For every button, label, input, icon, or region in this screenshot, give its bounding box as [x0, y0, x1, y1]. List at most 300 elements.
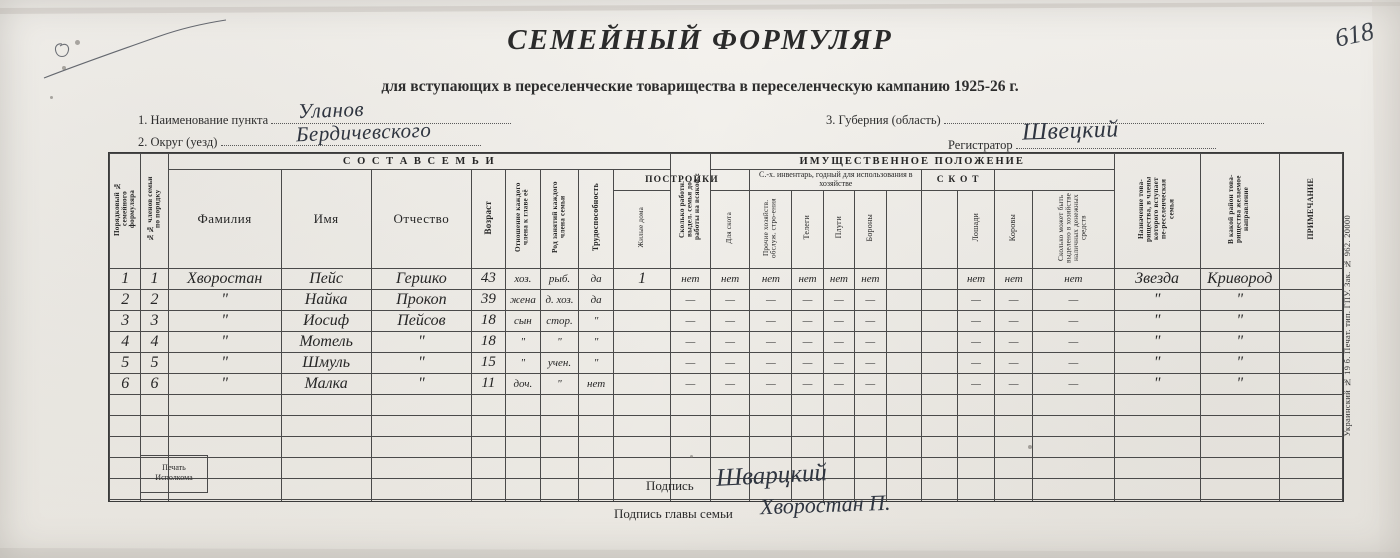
cell-name: Шмуль — [281, 352, 371, 373]
col-head-note: ПРИМЕЧАНИЕ — [1280, 154, 1343, 269]
col-head-money: Сколько может быть выделено в хозяйстве наличных денежных средств — [1033, 190, 1115, 268]
cell-cart: — — [792, 331, 823, 352]
col-head-plough: Плуги — [823, 190, 854, 268]
cell-empty — [505, 415, 541, 436]
cell-workers — [614, 289, 671, 310]
cell-empty — [957, 499, 995, 502]
cell-horses: — — [957, 310, 995, 331]
cell-empty — [541, 436, 579, 457]
col-head-other-building: Прочие хозяйств. обслуж. стро-ения — [750, 190, 792, 268]
cell-money: нет — [1033, 268, 1115, 289]
field-registrar-label: Регистратор — [948, 138, 1013, 152]
cell-society: " — [1114, 310, 1200, 331]
cell-age: 43 — [472, 268, 505, 289]
cell-note — [1280, 310, 1343, 331]
cell-empty — [995, 394, 1033, 415]
cell-empty — [823, 415, 854, 436]
cell-cows: — — [995, 373, 1033, 394]
cell-member-no: 5 — [141, 352, 168, 373]
cell-empty — [1280, 415, 1343, 436]
cell-name: Найка — [281, 289, 371, 310]
cell-inventory-extra-1 — [886, 352, 922, 373]
col-head-inventory-extra-1 — [886, 190, 922, 268]
cell-empty — [472, 499, 505, 502]
cell-name: Иосиф — [281, 310, 371, 331]
cell-empty — [505, 394, 541, 415]
subgroup-head-buildings: ПОСТРОЙКИ — [614, 170, 750, 191]
cell-age: 11 — [472, 373, 505, 394]
cell-form-no: 3 — [110, 310, 141, 331]
cell-empty — [168, 394, 281, 415]
head-signature-label: Подпись главы семьи — [614, 506, 733, 521]
cell-empty — [1280, 436, 1343, 457]
cell-ability: да — [578, 268, 614, 289]
cell-empty — [670, 457, 710, 478]
cell-horses: — — [957, 352, 995, 373]
cell-cows: — — [995, 310, 1033, 331]
cell-money: — — [1033, 310, 1115, 331]
cell-empty — [110, 478, 141, 499]
cell-empty — [1114, 499, 1200, 502]
cell-surname: " — [168, 331, 281, 352]
col-head-horses: Лошади — [957, 190, 995, 268]
cell-house: — — [670, 331, 710, 352]
cell-empty — [1033, 457, 1115, 478]
signature-label: Подпись — [646, 478, 694, 493]
page-subtitle: для вступающих в переселенческие товарищества в переселенческую кампанию 1925-26 г. — [381, 78, 1019, 95]
ink-speck — [1028, 445, 1032, 449]
cell-society: " — [1114, 331, 1200, 352]
cell-house: — — [670, 352, 710, 373]
cell-empty — [922, 478, 958, 499]
cell-empty — [578, 436, 614, 457]
table-row — [110, 373, 1343, 394]
cell-empty — [922, 436, 958, 457]
cell-plough: — — [823, 373, 854, 394]
cell-surname: " — [168, 310, 281, 331]
cell-cows: нет — [995, 268, 1033, 289]
cell-empty — [541, 415, 579, 436]
cell-society: " — [1114, 352, 1200, 373]
cell-name: Пейс — [281, 268, 371, 289]
cell-patronymic: " — [371, 352, 471, 373]
cell-relation: хоз. — [505, 268, 541, 289]
cell-empty — [750, 436, 792, 457]
cell-note — [1280, 331, 1343, 352]
cell-patronymic: " — [371, 331, 471, 352]
cell-other-building: — — [750, 373, 792, 394]
cell-empty — [922, 499, 958, 502]
cell-district: " — [1200, 289, 1280, 310]
cell-empty — [1200, 457, 1280, 478]
cell-empty — [110, 415, 141, 436]
table-row — [110, 310, 1343, 331]
cell-house: — — [670, 289, 710, 310]
cell-empty — [371, 499, 471, 502]
cell-other-building: — — [750, 352, 792, 373]
cell-occupation: " — [541, 373, 579, 394]
cell-note — [1280, 268, 1343, 289]
col-head-house: Жилые дома — [614, 190, 671, 268]
cell-age: 15 — [472, 352, 505, 373]
cell-empty — [1200, 415, 1280, 436]
cell-empty — [792, 415, 823, 436]
cell-empty — [922, 394, 958, 415]
col-head-ability: Трудоспособность — [578, 170, 614, 269]
cell-inventory-extra-2 — [922, 373, 958, 394]
ink-speck — [50, 96, 53, 99]
col-head-cows: Коровы — [995, 190, 1033, 268]
col-head-patronymic: Отчество — [371, 170, 471, 269]
table-row — [110, 331, 1343, 352]
page-number: 618 — [1332, 16, 1377, 53]
cell-empty — [855, 457, 886, 478]
cell-empty — [957, 478, 995, 499]
cell-form-no: 1 — [110, 268, 141, 289]
cell-empty — [168, 499, 281, 502]
cell-harrow: — — [855, 373, 886, 394]
cell-empty — [1033, 478, 1115, 499]
cell-empty — [141, 499, 168, 502]
cell-workers: 1 — [614, 268, 671, 289]
cell-patronymic: Пейсов — [371, 310, 471, 331]
cell-empty — [957, 415, 995, 436]
cell-empty — [1033, 499, 1115, 502]
cell-house: — — [670, 373, 710, 394]
signature-value: Шварцкий — [715, 459, 828, 492]
cell-empty — [1033, 415, 1115, 436]
cell-cart: — — [792, 310, 823, 331]
cell-empty — [541, 457, 579, 478]
field-point-label: 1. Наименование пункта — [138, 113, 269, 127]
cell-occupation: д. хоз. — [541, 289, 579, 310]
cell-cows: — — [995, 289, 1033, 310]
cell-empty — [792, 436, 823, 457]
cell-empty — [792, 394, 823, 415]
cell-member-no: 2 — [141, 289, 168, 310]
cell-inventory-extra-2 — [922, 310, 958, 331]
cell-empty — [1033, 436, 1115, 457]
col-head-inventory-extra-2 — [922, 190, 958, 268]
cell-relation: сын — [505, 310, 541, 331]
cell-relation: жена — [505, 289, 541, 310]
cell-patronymic: Прокоп — [371, 289, 471, 310]
cell-cattle-building: — — [710, 289, 750, 310]
cell-district: " — [1200, 373, 1280, 394]
cell-empty — [995, 478, 1033, 499]
cell-empty — [855, 394, 886, 415]
cell-empty — [110, 499, 141, 502]
cell-empty — [670, 499, 710, 502]
cell-empty — [141, 436, 168, 457]
cell-plough: — — [823, 289, 854, 310]
col-head-occupation: Род занятий каждого члена семьи — [541, 170, 579, 269]
cell-cart: — — [792, 352, 823, 373]
cell-empty — [578, 394, 614, 415]
cell-empty — [922, 415, 958, 436]
cell-empty — [995, 415, 1033, 436]
cell-empty — [472, 394, 505, 415]
cell-empty — [578, 415, 614, 436]
cell-empty — [1200, 478, 1280, 499]
cell-cart: — — [792, 289, 823, 310]
field-okrug-value: Бердичевского — [295, 117, 432, 147]
cell-harrow: — — [855, 310, 886, 331]
cell-money: — — [1033, 331, 1115, 352]
cell-empty — [886, 457, 922, 478]
cell-note — [1280, 289, 1343, 310]
cell-empty — [110, 394, 141, 415]
cell-inventory-extra-2 — [922, 331, 958, 352]
cell-district: " — [1200, 352, 1280, 373]
group-header-row — [110, 154, 1343, 170]
cell-empty — [614, 415, 671, 436]
cell-empty — [957, 457, 995, 478]
cell-money: — — [1033, 289, 1115, 310]
stamp-line-1: Печать — [162, 463, 186, 472]
cell-empty — [922, 457, 958, 478]
ink-speck — [690, 455, 693, 458]
cell-empty — [886, 436, 922, 457]
cell-empty — [614, 457, 671, 478]
cell-other-building: нет — [750, 268, 792, 289]
cell-empty — [578, 499, 614, 502]
cell-occupation: рыб. — [541, 268, 579, 289]
ink-speck — [62, 66, 66, 70]
cell-empty — [541, 478, 579, 499]
cell-empty — [855, 436, 886, 457]
cell-empty — [371, 436, 471, 457]
cell-empty — [1114, 457, 1200, 478]
cell-empty — [371, 394, 471, 415]
cell-horses: — — [957, 373, 995, 394]
page-title: СЕМЕЙНЫЙ ФОРМУЛЯР — [507, 24, 893, 56]
cell-empty — [710, 394, 750, 415]
cell-empty — [505, 457, 541, 478]
cell-age: 18 — [472, 331, 505, 352]
cell-empty — [472, 457, 505, 478]
cell-inventory-extra-1 — [886, 268, 922, 289]
cell-empty — [505, 436, 541, 457]
col-head-cattle-building: Для скота — [710, 190, 750, 268]
ink-speck — [75, 40, 80, 45]
subgroup-head-inventory: С.-х. инвентарь, годный для использования в хозяйстве — [750, 170, 922, 191]
cell-other-building: — — [750, 289, 792, 310]
cell-workers — [614, 331, 671, 352]
cell-cattle-building: — — [710, 331, 750, 352]
cell-horses: нет — [957, 268, 995, 289]
cell-inventory-extra-1 — [886, 310, 922, 331]
cell-empty — [1280, 457, 1343, 478]
cell-inventory-extra-1 — [886, 289, 922, 310]
cell-empty — [472, 415, 505, 436]
cell-cattle-building: — — [710, 352, 750, 373]
cell-empty — [1114, 478, 1200, 499]
cell-empty — [670, 415, 710, 436]
cell-house: — — [670, 310, 710, 331]
cell-society: " — [1114, 373, 1200, 394]
cell-member-no: 3 — [141, 310, 168, 331]
cell-empty — [823, 394, 854, 415]
cell-district: " — [1200, 331, 1280, 352]
cell-cows: — — [995, 352, 1033, 373]
cell-relation: доч. — [505, 373, 541, 394]
field-gubernia-label: 3. Губерния (область) — [826, 113, 941, 127]
cell-occupation: " — [541, 331, 579, 352]
stamp-box — [140, 455, 208, 493]
cell-workers — [614, 310, 671, 331]
cell-harrow: нет — [855, 268, 886, 289]
cell-relation: " — [505, 352, 541, 373]
col-head-workers: Сколько работн. выдел. семья до работы на всякой — [670, 154, 710, 269]
cell-empty — [614, 436, 671, 457]
cell-empty — [886, 499, 922, 502]
table-row-empty — [110, 415, 1343, 436]
cell-occupation: учен. — [541, 352, 579, 373]
cell-form-no: 6 — [110, 373, 141, 394]
cell-empty — [1200, 394, 1280, 415]
cell-inventory-extra-2 — [922, 268, 958, 289]
cell-empty — [823, 457, 854, 478]
table-row-empty — [110, 499, 1343, 502]
cell-empty — [1114, 394, 1200, 415]
cell-empty — [281, 436, 371, 457]
cell-empty — [541, 499, 579, 502]
cell-empty — [823, 436, 854, 457]
cell-ability: " — [578, 310, 614, 331]
cell-member-no: 1 — [141, 268, 168, 289]
field-registrar-value: Швецкий — [1021, 116, 1120, 146]
cell-cattle-building: нет — [710, 268, 750, 289]
cell-money: — — [1033, 352, 1115, 373]
col-head-member-no: №№ членов семьи по порядку — [141, 154, 168, 269]
form-grid — [109, 153, 1343, 502]
cell-ability: да — [578, 289, 614, 310]
cell-harrow: — — [855, 289, 886, 310]
cell-surname: " — [168, 352, 281, 373]
col-head-surname: Фамилия — [168, 170, 281, 269]
cell-horses: — — [957, 331, 995, 352]
cell-empty — [141, 394, 168, 415]
cell-workers — [614, 373, 671, 394]
cell-empty — [750, 415, 792, 436]
cell-empty — [505, 499, 541, 502]
cell-empty — [168, 415, 281, 436]
cell-empty — [1033, 394, 1115, 415]
cell-empty — [505, 478, 541, 499]
cell-empty — [614, 499, 671, 502]
table-row-empty — [110, 394, 1343, 415]
cell-ability: " — [578, 352, 614, 373]
cell-empty — [1200, 436, 1280, 457]
cell-empty — [141, 415, 168, 436]
cell-cart: — — [792, 373, 823, 394]
cell-empty — [670, 394, 710, 415]
cell-horses: — — [957, 289, 995, 310]
cell-surname: " — [168, 373, 281, 394]
col-head-form-no: Порядковый № семейного формуляра — [110, 154, 141, 269]
cell-empty — [670, 436, 710, 457]
cell-empty — [578, 457, 614, 478]
cell-form-no: 4 — [110, 331, 141, 352]
col-head-district: В какой район това-рищества желаемое направление — [1200, 154, 1280, 269]
cell-ability: " — [578, 331, 614, 352]
field-point-value: Уланов — [297, 96, 365, 124]
cell-plough: — — [823, 352, 854, 373]
cell-empty — [1114, 436, 1200, 457]
cell-empty — [281, 457, 371, 478]
cell-inventory-extra-2 — [922, 289, 958, 310]
cell-empty — [110, 436, 141, 457]
cell-money: — — [1033, 373, 1115, 394]
table-row — [110, 352, 1343, 373]
cell-cart: нет — [792, 268, 823, 289]
cell-form-no: 2 — [110, 289, 141, 310]
field-okrug-label: 2. Округ (уезд) — [138, 135, 218, 149]
cell-empty — [472, 436, 505, 457]
cell-patronymic: Гершко — [371, 268, 471, 289]
cell-empty — [957, 394, 995, 415]
cell-member-no: 6 — [141, 373, 168, 394]
cell-empty — [957, 436, 995, 457]
cell-age: 39 — [472, 289, 505, 310]
cell-empty — [886, 394, 922, 415]
cell-other-building: — — [750, 331, 792, 352]
cell-name: Мотель — [281, 331, 371, 352]
head-signature-value: Хворостан П. — [759, 489, 891, 520]
cell-inventory-extra-1 — [886, 373, 922, 394]
cell-empty — [750, 394, 792, 415]
cell-empty — [1280, 394, 1343, 415]
cell-district: " — [1200, 310, 1280, 331]
cell-empty — [1280, 499, 1343, 502]
cell-empty — [886, 478, 922, 499]
cell-empty — [168, 436, 281, 457]
cell-empty — [710, 436, 750, 457]
col-head-relation: Отношение каждого члена к главе её — [505, 170, 541, 269]
cell-empty — [1114, 415, 1200, 436]
cell-society: Звезда — [1114, 268, 1200, 289]
table-row — [110, 268, 1343, 289]
stamp-line-2: Исполкома — [155, 473, 193, 482]
cell-plough: — — [823, 331, 854, 352]
cell-surname: " — [168, 289, 281, 310]
cell-plough: нет — [823, 268, 854, 289]
cell-patronymic: " — [371, 373, 471, 394]
group-head-family: С О С Т А В С Е М Ь И — [168, 154, 670, 170]
col-head-cart: Телеги — [792, 190, 823, 268]
cell-empty — [578, 478, 614, 499]
cell-name: Малка — [281, 373, 371, 394]
cell-member-no: 4 — [141, 331, 168, 352]
cell-empty — [1280, 478, 1343, 499]
cell-empty — [281, 478, 371, 499]
cell-plough: — — [823, 310, 854, 331]
cell-empty — [710, 415, 750, 436]
cell-empty — [995, 457, 1033, 478]
cell-age: 18 — [472, 310, 505, 331]
cell-empty — [281, 499, 371, 502]
cell-empty — [281, 394, 371, 415]
table-row — [110, 289, 1343, 310]
cell-surname: Хворостан — [168, 268, 281, 289]
cell-occupation: стор. — [541, 310, 579, 331]
cell-society: " — [1114, 289, 1200, 310]
cell-empty — [110, 457, 141, 478]
cell-empty — [371, 478, 471, 499]
cell-empty — [371, 415, 471, 436]
col-head-age: Возраст — [472, 170, 505, 269]
